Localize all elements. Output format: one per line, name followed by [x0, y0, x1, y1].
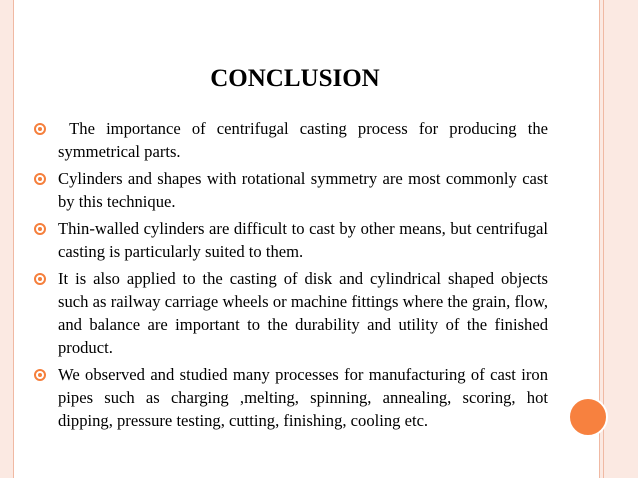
bullet-text: We observed and studied many processes for manufacturing of cast iron pipes such as charging ,melting, spinning, annealing, scoring, hot dipping, pressure testing, cutting, finishing, cooling etc. — [58, 365, 548, 430]
circle-bullet-icon — [34, 369, 46, 381]
circle-bullet-icon — [34, 223, 46, 235]
circle-bullet-icon — [34, 273, 46, 285]
bullet-item — [30, 217, 548, 263]
left-border — [0, 0, 13, 478]
bullet-item — [30, 167, 548, 213]
circle-bullet-icon — [34, 123, 46, 135]
bullet-text: The importance of centrifugal casting process for producing the symmetrical parts. — [58, 119, 553, 161]
bullet-item — [30, 117, 553, 163]
slide-title: CONCLUSION — [210, 65, 380, 92]
bullet-item — [30, 363, 548, 432]
bullet-list — [30, 117, 553, 436]
bullet-text: Cylinders and shapes with rotational symmetry are most commonly cast by this technique. — [58, 169, 548, 211]
bullet-text: Thin-walled cylinders are difficult to cast by other means, but centrifugal casting is particularly suited to them. — [58, 219, 548, 261]
bullet-text: It is also applied to the casting of disk and cylindrical shaped objects such as railway carriage wheels or machine fittings where the grain, flow, and balance are important to the durability and utility of the finished product. — [58, 269, 548, 357]
left-border-line — [13, 0, 14, 478]
orange-circle-icon — [568, 397, 608, 437]
circle-bullet-icon — [34, 173, 46, 185]
bullet-item — [30, 267, 548, 359]
